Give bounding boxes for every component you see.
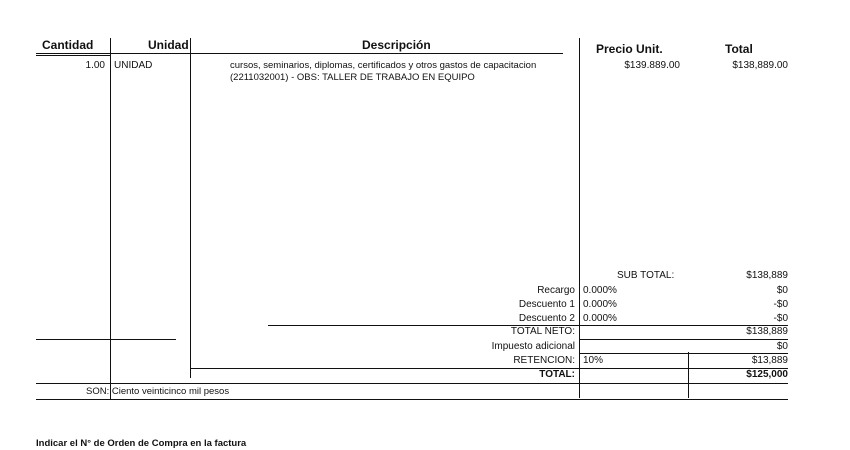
header-precio: Precio Unit.	[596, 42, 663, 56]
header-total: Total	[725, 42, 753, 56]
son-top-rule	[36, 383, 788, 384]
item-precio: $139.889.00	[624, 60, 680, 71]
column-divider-unidad	[190, 38, 191, 378]
item-descripcion: cursos, seminarios, diplomas, certificados y otros gastos de capacitacion (2211032001) - OBS: TALLER DE TRABAJO EN EQUIPO	[230, 60, 537, 83]
neto-value: $138,889	[746, 326, 788, 337]
recargo-pct: 0.000%	[583, 285, 617, 296]
impuesto-rule	[579, 339, 788, 340]
descuento2-label: Descuento 2	[518, 313, 575, 324]
impuesto-label: Impuesto adicional	[491, 341, 575, 352]
subtotal-label: SUB TOTAL:	[617, 270, 675, 281]
neto-label: TOTAL NETO:	[510, 326, 575, 337]
header-rule-cantidad	[36, 55, 110, 56]
retencion-value: $13,889	[751, 355, 788, 366]
column-divider-cantidad	[110, 38, 111, 400]
total-value: $125,000	[746, 369, 788, 380]
recargo-label: Recargo	[537, 285, 575, 296]
descuento2-pct: 0.000%	[583, 313, 617, 324]
purchase-order-note: Indicar el N° de Orden de Compra en la factura	[36, 438, 247, 449]
header-rule	[36, 53, 563, 54]
item-total: $138,889.00	[732, 60, 788, 71]
item-cantidad: 1.00	[85, 60, 105, 71]
subtotal-value: $138,889	[746, 270, 788, 281]
descuento1-label: Descuento 1	[518, 299, 575, 310]
son-amount-text: SON: Ciento veinticinco mil pesos	[86, 386, 230, 397]
column-divider-descripcion	[579, 38, 580, 398]
header-unidad: Unidad	[148, 38, 189, 52]
descuento2-value: -$0	[773, 313, 788, 324]
recargo-value: $0	[776, 285, 788, 296]
column-divider-impuesto	[688, 352, 689, 372]
retencion-rule	[579, 353, 788, 354]
header-descripcion: Descripción	[362, 38, 431, 52]
descuento1-pct: 0.000%	[583, 299, 617, 310]
descuento1-value: -$0	[773, 299, 788, 310]
total-label: TOTAL:	[539, 369, 575, 380]
item-unidad: UNIDAD	[114, 60, 153, 71]
left-rule	[36, 339, 176, 340]
retencion-pct: 10%	[583, 355, 604, 366]
impuesto-value: $0	[776, 341, 788, 352]
son-bottom-rule	[36, 399, 788, 400]
header-cantidad: Cantidad	[42, 38, 94, 52]
retencion-label: RETENCION:	[513, 355, 575, 366]
